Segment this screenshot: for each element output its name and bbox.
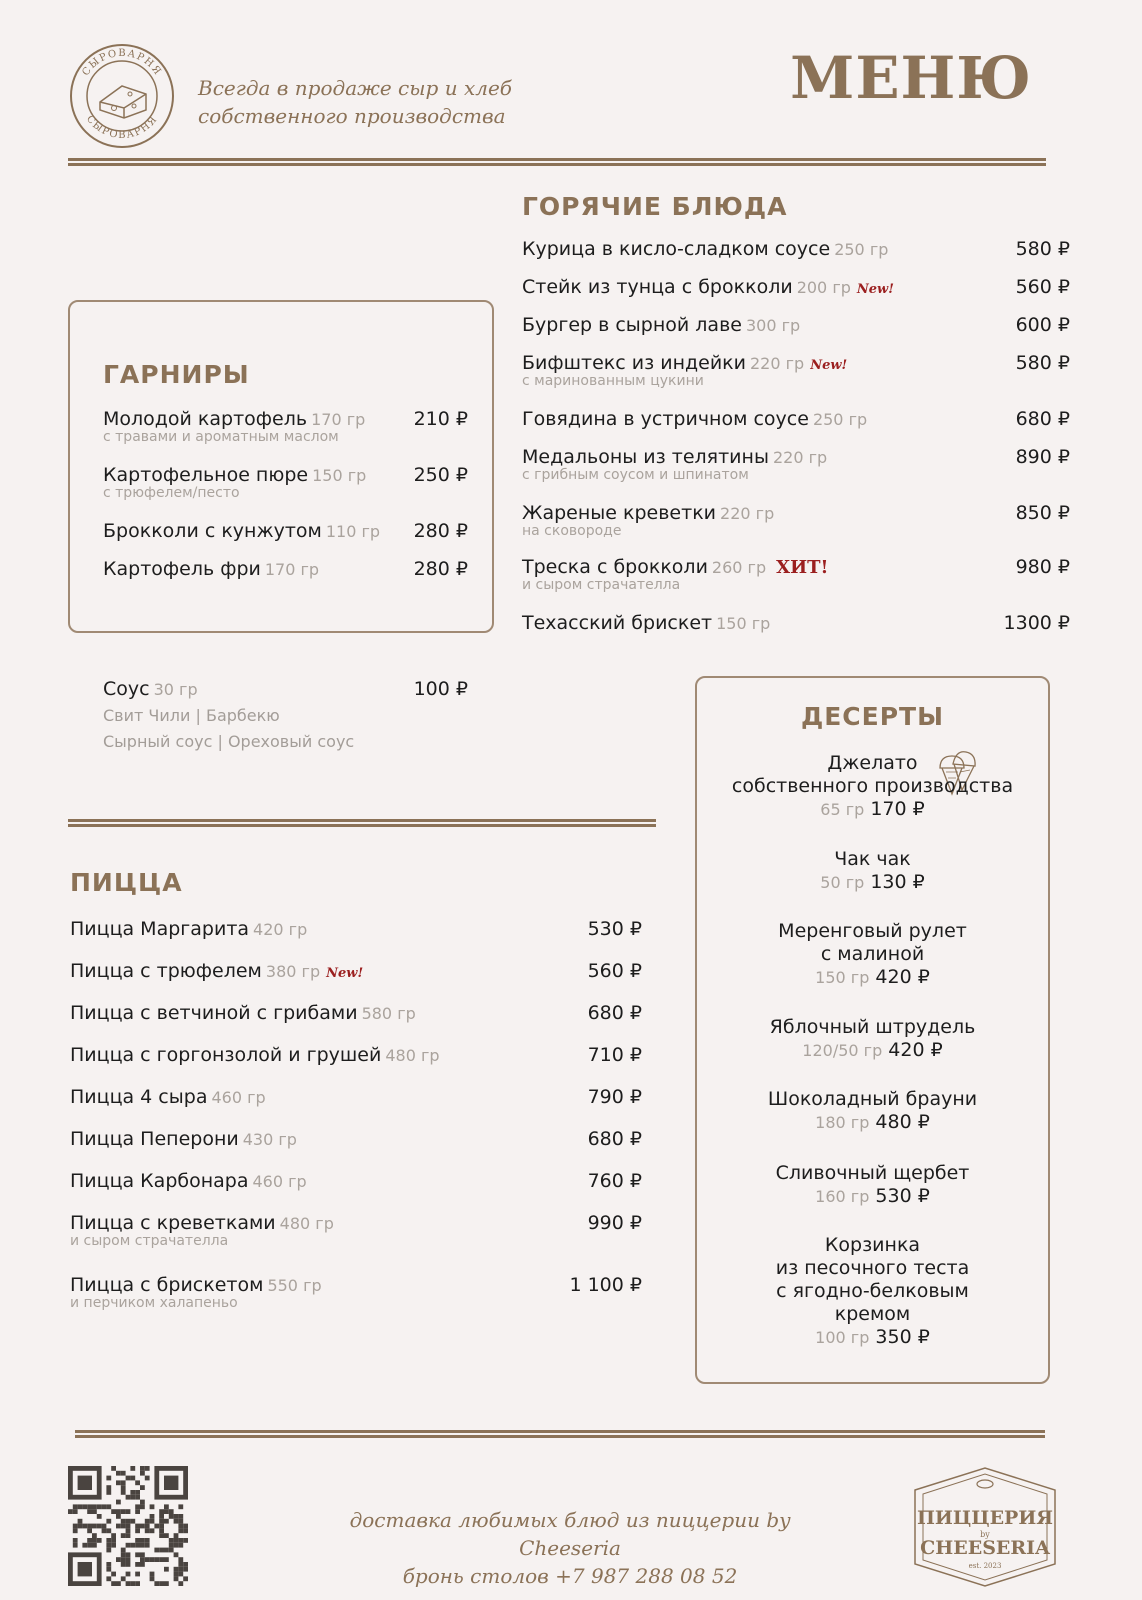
item-note: с грибным соусом и шпинатом (522, 467, 749, 483)
item-price: 790 ₽ (587, 1086, 642, 1108)
item-weight: 220 гр (750, 354, 805, 373)
menu-item (522, 276, 894, 298)
menu-item (70, 960, 363, 982)
item-name: Жареные креветки (522, 502, 717, 524)
item-price: 850 ₽ (1015, 502, 1070, 524)
item-weight: 65 гр (820, 800, 865, 819)
menu-item (522, 502, 774, 539)
item-price: 480 ₽ (875, 1111, 930, 1133)
item-price: 280 ₽ (413, 558, 468, 580)
item-price: 250 ₽ (413, 464, 468, 486)
item-name: Говядина в устричном соусе (522, 408, 809, 430)
menu-item (522, 352, 847, 389)
item-weight: 460 гр (211, 1088, 266, 1107)
item-weight: 220 гр (772, 448, 828, 467)
desserts-title: ДЕСЕРТЫ (800, 702, 945, 731)
item-name: Картофельное пюре (103, 464, 309, 486)
item-weight: 460 гр (252, 1172, 307, 1191)
item-weight: 480 гр (385, 1046, 440, 1065)
new-badge: New! (326, 966, 364, 981)
item-price: 990 ₽ (587, 1212, 642, 1234)
item-weight: 100 гр (815, 1328, 870, 1347)
hit-badge: ХИТ! (776, 557, 829, 578)
item-name: Бургер в сырной лаве (522, 314, 742, 336)
item-price: 420 ₽ (888, 1039, 943, 1061)
item-name: Картофель фри (103, 558, 261, 580)
svg-text:est. 2023: est. 2023 (968, 1562, 1002, 1570)
item-price: 210 ₽ (413, 408, 468, 430)
item-price: 130 ₽ (870, 871, 925, 893)
item-weight: 260 гр (711, 558, 767, 577)
pizza-title: ПИЦЦА (70, 868, 183, 897)
menu-item (103, 520, 380, 542)
tagline (198, 74, 512, 130)
item-price: 280 ₽ (413, 520, 468, 542)
dessert-item (695, 752, 1050, 821)
dessert-price-line (695, 798, 1050, 821)
item-weight: 200 гр (796, 278, 851, 297)
item-price: 680 ₽ (587, 1128, 642, 1150)
menu-item (103, 464, 366, 501)
pizzeria-logo (895, 1462, 1075, 1592)
item-note: и сыром страчателла (522, 577, 681, 593)
item-price: 1300 ₽ (1003, 612, 1070, 634)
item-weight: 180 гр (815, 1113, 870, 1132)
item-weight: 150 гр (312, 466, 367, 485)
dessert-name-line: собственного производства (731, 775, 1014, 797)
dessert-name-line: Шоколадный брауни (767, 1088, 978, 1110)
item-note: с трюфелем/песто (103, 485, 240, 501)
dessert-name-line: кремом (834, 1303, 911, 1325)
item-name: Соус (103, 678, 150, 700)
item-weight: 120/50 гр (802, 1041, 883, 1060)
item-name: Техасский брискет (522, 612, 713, 634)
item-name: Треска с брокколи (522, 556, 708, 578)
item-weight: 170 гр (311, 410, 366, 429)
item-price: 600 ₽ (1015, 314, 1070, 336)
dessert-name-line: Сливочный щербет (775, 1162, 970, 1184)
item-price: 680 ₽ (587, 1002, 642, 1024)
item-price: 710 ₽ (587, 1044, 642, 1066)
menu-item (522, 238, 888, 260)
item-name: Пицца Пеперони (70, 1128, 239, 1150)
sauce-options-2: Сырный соус | Ореховый соус (103, 732, 355, 751)
sauce-price: 100 ₽ (413, 678, 468, 700)
item-weight: 150 гр (815, 968, 870, 987)
menu-item (522, 446, 827, 483)
hot-dishes-title: ГОРЯЧИЕ БЛЮДА (522, 192, 788, 221)
dessert-item (695, 1234, 1050, 1349)
pizza-divider (68, 819, 656, 827)
menu-item (70, 1044, 440, 1066)
item-name: Пицца Маргарита (70, 918, 250, 940)
menu-item (522, 408, 867, 430)
item-weight: 420 гр (253, 920, 308, 939)
dessert-price-line (695, 1185, 1050, 1208)
sauce-options-1: Свит Чили | Барбекю (103, 706, 280, 725)
menu-item (522, 314, 800, 336)
new-badge: New! (856, 282, 894, 297)
dessert-item (695, 1088, 1050, 1134)
item-weight: 380 гр (265, 962, 321, 981)
dessert-name-line: Яблочный штрудель (769, 1016, 976, 1038)
dessert-price-line (695, 1326, 1050, 1349)
item-price: 530 ₽ (587, 918, 642, 940)
item-name: Брокколи с кунжутом (103, 520, 322, 542)
item-weight: 170 гр (264, 560, 320, 579)
item-name: Медальоны из телятины (522, 446, 769, 468)
item-price: 420 ₽ (875, 966, 930, 988)
dessert-name-line: Меренговый рулет (778, 920, 967, 942)
item-price: 760 ₽ (587, 1170, 642, 1192)
item-weight: 250 гр (834, 240, 889, 259)
dessert-name-line: из песочного теста (775, 1257, 970, 1279)
item-price: 560 ₽ (587, 960, 642, 982)
item-name: Пицца с горгонзолой и грушей (70, 1044, 382, 1066)
item-name: Пицца с брискетом (70, 1274, 264, 1296)
dessert-item (695, 1016, 1050, 1062)
header-divider (68, 158, 1046, 166)
item-price: 350 ₽ (875, 1326, 930, 1348)
svg-text:ПИЦЦЕРИЯ: ПИЦЦЕРИЯ (916, 1507, 1054, 1529)
menu-item (70, 1086, 266, 1108)
dessert-price-line (695, 871, 1050, 894)
item-weight: 150 гр (716, 614, 771, 633)
item-weight: 550 гр (267, 1276, 322, 1295)
menu-item (70, 1212, 334, 1249)
item-price: 1 100 ₽ (569, 1274, 642, 1296)
dessert-name-line: Чак чак (834, 848, 911, 870)
menu-item (522, 612, 770, 634)
sides-title: ГАРНИРЫ (103, 360, 250, 389)
item-note: с травами и ароматным маслом (103, 429, 339, 445)
item-note: и перчиком халапеньо (70, 1295, 238, 1311)
svg-text:CHEESERIA: CHEESERIA (920, 1537, 1050, 1559)
dessert-price-line (695, 1039, 1050, 1062)
item-price: 530 ₽ (875, 1185, 930, 1207)
item-weight: 30 гр (153, 680, 198, 699)
dessert-name-line: с малиной (820, 943, 925, 965)
item-name: Пицца Карбонара (70, 1170, 249, 1192)
item-name: Пицца с креветками (70, 1212, 276, 1234)
item-weight: 430 гр (242, 1130, 297, 1149)
item-weight: 580 гр (361, 1004, 416, 1023)
item-price: 580 ₽ (1015, 352, 1070, 374)
dessert-item (695, 920, 1050, 989)
dessert-price-line (695, 966, 1050, 989)
item-weight: 220 гр (720, 504, 775, 523)
dessert-name-line: с ягодно-белковым (776, 1280, 969, 1302)
footer-text (300, 1506, 840, 1590)
item-name: Пицца 4 сыра (70, 1086, 208, 1108)
item-name: Бифштекс из индейки (522, 352, 746, 374)
dessert-name-line: Джелато (827, 752, 918, 774)
item-price: 980 ₽ (1015, 556, 1070, 578)
item-weight: 300 гр (745, 316, 801, 335)
footer-delivery: доставка любимых блюд из пиццерии by Cheeseria (349, 1508, 791, 1560)
menu-item (70, 918, 307, 940)
menu-item (522, 556, 828, 593)
item-name: Пицца с трюфелем (70, 960, 262, 982)
item-price: 890 ₽ (1015, 446, 1070, 468)
item-weight: 160 гр (815, 1187, 870, 1206)
page-title: МЕНЮ (790, 44, 1032, 112)
menu-item (103, 558, 319, 580)
sauce-item (103, 678, 198, 700)
dessert-item (695, 1162, 1050, 1208)
item-name: Молодой картофель (103, 408, 308, 430)
qr-code[interactable] (68, 1466, 188, 1586)
item-name: Пицца с ветчиной с грибами (70, 1002, 358, 1024)
cheese-factory-logo (68, 42, 176, 150)
tagline-line-1: Всегда в продаже сыр и хлеб (198, 76, 512, 100)
item-weight: 110 гр (325, 522, 381, 541)
item-weight: 50 гр (820, 873, 865, 892)
item-name: Курица в кисло-сладком соусе (522, 238, 831, 260)
dessert-name-line: Корзинка (824, 1234, 921, 1256)
footer-divider (75, 1430, 1045, 1438)
menu-item (70, 1274, 322, 1311)
item-price: 580 ₽ (1015, 238, 1070, 260)
dessert-item (695, 848, 1050, 894)
dessert-price-line (695, 1111, 1050, 1134)
menu-item (70, 1128, 297, 1150)
item-price: 680 ₽ (1015, 408, 1070, 430)
item-weight: 480 гр (279, 1214, 334, 1233)
menu-item (70, 1170, 307, 1192)
menu-item (70, 1002, 416, 1024)
svg-text:СЫРОВАРНЯ: СЫРОВАРНЯ (83, 113, 161, 142)
item-note: с маринованным цукини (522, 373, 704, 389)
item-note: и сыром страчателла (70, 1233, 229, 1249)
svg-text:by: by (980, 1530, 990, 1539)
item-price: 170 ₽ (870, 798, 925, 820)
menu-item (103, 408, 365, 445)
item-price: 560 ₽ (1015, 276, 1070, 298)
item-note: на сковороде (522, 523, 622, 539)
item-weight: 250 гр (812, 410, 868, 429)
item-name: Стейк из тунца с брокколи (522, 276, 793, 298)
footer-phone[interactable]: бронь столов +7 987 288 08 52 (402, 1564, 738, 1588)
tagline-line-2: собственного производства (198, 104, 506, 128)
svg-text:СЫРОВАРНЯ: СЫРОВАРНЯ (80, 47, 164, 78)
new-badge: New! (810, 358, 848, 373)
